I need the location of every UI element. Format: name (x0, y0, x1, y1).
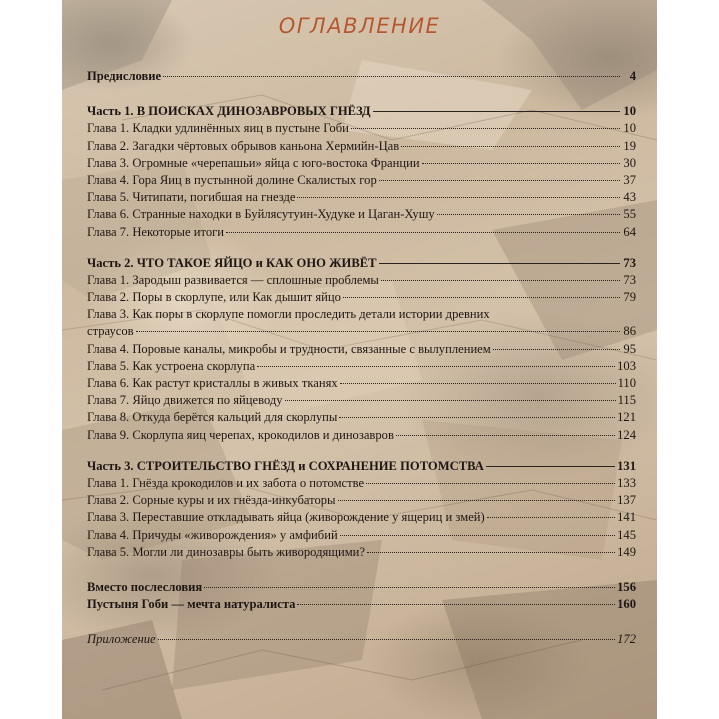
toc-label: Часть 1. В ПОИСКАХ ДИНОЗАВРОВЫХ ГНЁЗД (87, 104, 371, 119)
toc-label: Пустыня Гоби — мечта натуралиста (87, 597, 296, 612)
toc-label: Глава 5. Читипати, погибшая на гнезде (87, 190, 296, 205)
toc-page: 121 (617, 410, 636, 425)
toc-label: Глава 1. Гнёзда крокодилов и их забота о потомстве (87, 475, 365, 490)
dot-leader (297, 604, 615, 605)
dot-leader (379, 180, 620, 181)
table-of-contents (87, 68, 636, 648)
dot-leader (422, 163, 620, 164)
page-title: ОГЛАВЛЕНИЕ (278, 14, 441, 38)
toc-label: Глава 2. Сорные куры и их гнёзда-инкубаторы (87, 493, 336, 508)
toc-entry-gobi[interactable] (87, 596, 636, 613)
toc-label-continued: страусов (87, 324, 134, 339)
toc-chapter-line-2[interactable] (87, 323, 636, 340)
toc-page: 160 (617, 597, 636, 612)
toc-label: Часть 2. ЧТО ТАКОЕ ЯЙЦО и КАК ОНО ЖИВЁТ (87, 255, 377, 270)
toc-chapter[interactable] (87, 409, 636, 426)
toc-label: Глава 6. Странные находки в Буйлясутуин-Худуке и Цаган-Хушу (87, 207, 435, 222)
toc-page: 149 (617, 544, 636, 559)
toc-page: 172 (617, 632, 636, 647)
toc-label: Глава 4. Гора Яиц в пустынной долине Скалистых гор (87, 172, 377, 187)
toc-chapter[interactable] (87, 120, 636, 137)
dot-leader (257, 366, 615, 367)
toc-label: Глава 9. Скорлупа яиц черепах, крокодилов и динозавров (87, 427, 394, 442)
toc-page: 141 (617, 510, 636, 525)
toc-label: Глава 3. Огромные «черепашьи» яйца с юго-востока Франции (87, 155, 420, 170)
toc-chapter[interactable] (87, 527, 636, 544)
toc-label: Глава 2. Поры в скорлупе, или Как дышит яйцо (87, 290, 341, 305)
toc-chapter[interactable] (87, 272, 636, 289)
dot-leader (338, 500, 616, 501)
toc-chapter[interactable] (87, 155, 636, 172)
toc-page: 124 (617, 427, 636, 442)
toc-page: 19 (623, 138, 636, 153)
toc-page: 10 (623, 104, 636, 119)
toc-page: 73 (623, 272, 636, 287)
dot-leader (297, 197, 620, 198)
toc-chapter[interactable] (87, 341, 636, 358)
toc-page: 4 (629, 69, 636, 83)
dot-leader (340, 535, 615, 536)
toc-label: Глава 4. Поровые каналы, микробы и трудности, связанные с вылуплением (87, 341, 491, 356)
toc-chapter[interactable] (87, 392, 636, 409)
toc-page: 156 (617, 579, 636, 594)
toc-label: Глава 4. Причуды «живорождения» у амфибий (87, 527, 338, 542)
dot-leader (437, 214, 620, 215)
dot-leader (487, 517, 615, 518)
toc-entry-preface[interactable] (87, 68, 636, 85)
toc-page: 37 (623, 172, 636, 187)
book-page (62, 0, 657, 719)
toc-part-2[interactable] (87, 255, 636, 272)
toc-label: Глава 1. Зародыш развивается — сплошные проблемы (87, 272, 379, 287)
toc-chapter[interactable] (87, 138, 636, 155)
toc-part-3[interactable] (87, 458, 636, 475)
dot-leader (401, 146, 620, 147)
toc-label: Глава 7. Некоторые итоги (87, 224, 225, 239)
toc-page: 110 (617, 376, 636, 390)
toc-chapter[interactable] (87, 492, 636, 509)
dot-leader (493, 349, 620, 350)
toc-chapter[interactable] (87, 189, 636, 206)
toc-page: 73 (623, 255, 636, 270)
toc-label: Глава 3. Как поры в скорлупе помогли проследить детали истории древних (87, 307, 490, 322)
toc-chapter[interactable] (87, 475, 636, 492)
toc-chapter[interactable] (87, 172, 636, 189)
dot-leader (163, 76, 620, 77)
toc-page: 43 (623, 190, 636, 205)
rule-leader (373, 111, 620, 112)
dot-leader (343, 297, 620, 298)
rule-leader (379, 263, 620, 264)
toc-page: 64 (623, 224, 636, 239)
dot-leader (396, 435, 615, 436)
toc-page: 30 (623, 155, 636, 170)
toc-label: Глава 1. Кладки удлинённых яиц в пустыне Гоби (87, 121, 349, 136)
toc-page: 137 (617, 493, 636, 508)
toc-part-1[interactable] (87, 103, 636, 120)
dot-leader (136, 331, 620, 332)
dot-leader (158, 639, 616, 640)
toc-page: 145 (617, 527, 636, 542)
toc-label: Предисловие (87, 69, 162, 83)
toc-label: Глава 6. Как растут кристаллы в живых тканях (87, 376, 338, 390)
toc-chapter[interactable] (87, 289, 636, 306)
toc-label: Глава 5. Могли ли динозавры быть живородящими? (87, 544, 366, 559)
toc-label: Глава 3. Переставшие откладывать яйца (живорождение у ящериц и змей) (87, 510, 485, 525)
dot-leader (204, 587, 615, 588)
dot-leader (226, 232, 620, 233)
toc-page: 55 (623, 207, 636, 222)
toc-chapter[interactable] (87, 375, 636, 392)
dot-leader (339, 417, 615, 418)
toc-label: Глава 8. Откуда берётся кальций для скорлупы (87, 410, 338, 425)
toc-page: 133 (617, 475, 636, 490)
toc-label: Часть 3. СТРОИТЕЛЬСТВО ГНЁЗД и СОХРАНЕНИЕ ПОТОМСТВА (87, 458, 484, 473)
toc-chapter-line-1[interactable] (87, 306, 636, 323)
toc-entry-afterword[interactable] (87, 579, 636, 596)
toc-page: 131 (617, 458, 636, 473)
rule-leader (486, 466, 615, 467)
toc-label: Глава 2. Загадки чёртовых обрывов каньона Хермийн-Цав (87, 138, 400, 153)
toc-label: Глава 5. Как устроена скорлупа (87, 358, 256, 373)
toc-page: 95 (623, 341, 636, 356)
toc-page: 115 (617, 393, 636, 408)
dot-leader (340, 383, 616, 384)
toc-entry-appendix[interactable] (87, 631, 636, 648)
dot-leader (381, 280, 620, 281)
toc-chapter[interactable] (87, 427, 636, 444)
dot-leader (351, 128, 620, 129)
toc-chapter[interactable] (87, 206, 636, 223)
toc-label: Приложение (87, 632, 156, 647)
toc-page: 103 (617, 358, 636, 373)
toc-chapter[interactable] (87, 358, 636, 375)
toc-page: 79 (623, 290, 636, 305)
dot-leader (366, 483, 615, 484)
toc-chapter[interactable] (87, 224, 636, 241)
dot-leader (367, 552, 615, 553)
toc-label: Глава 7. Яйцо движется по яйцеводу (87, 393, 283, 408)
toc-chapter[interactable] (87, 544, 636, 561)
dot-leader (285, 400, 616, 401)
toc-label: Вместо послесловия (87, 579, 203, 594)
toc-page: 10 (623, 121, 636, 136)
toc-page: 86 (623, 324, 636, 339)
toc-chapter[interactable] (87, 509, 636, 526)
